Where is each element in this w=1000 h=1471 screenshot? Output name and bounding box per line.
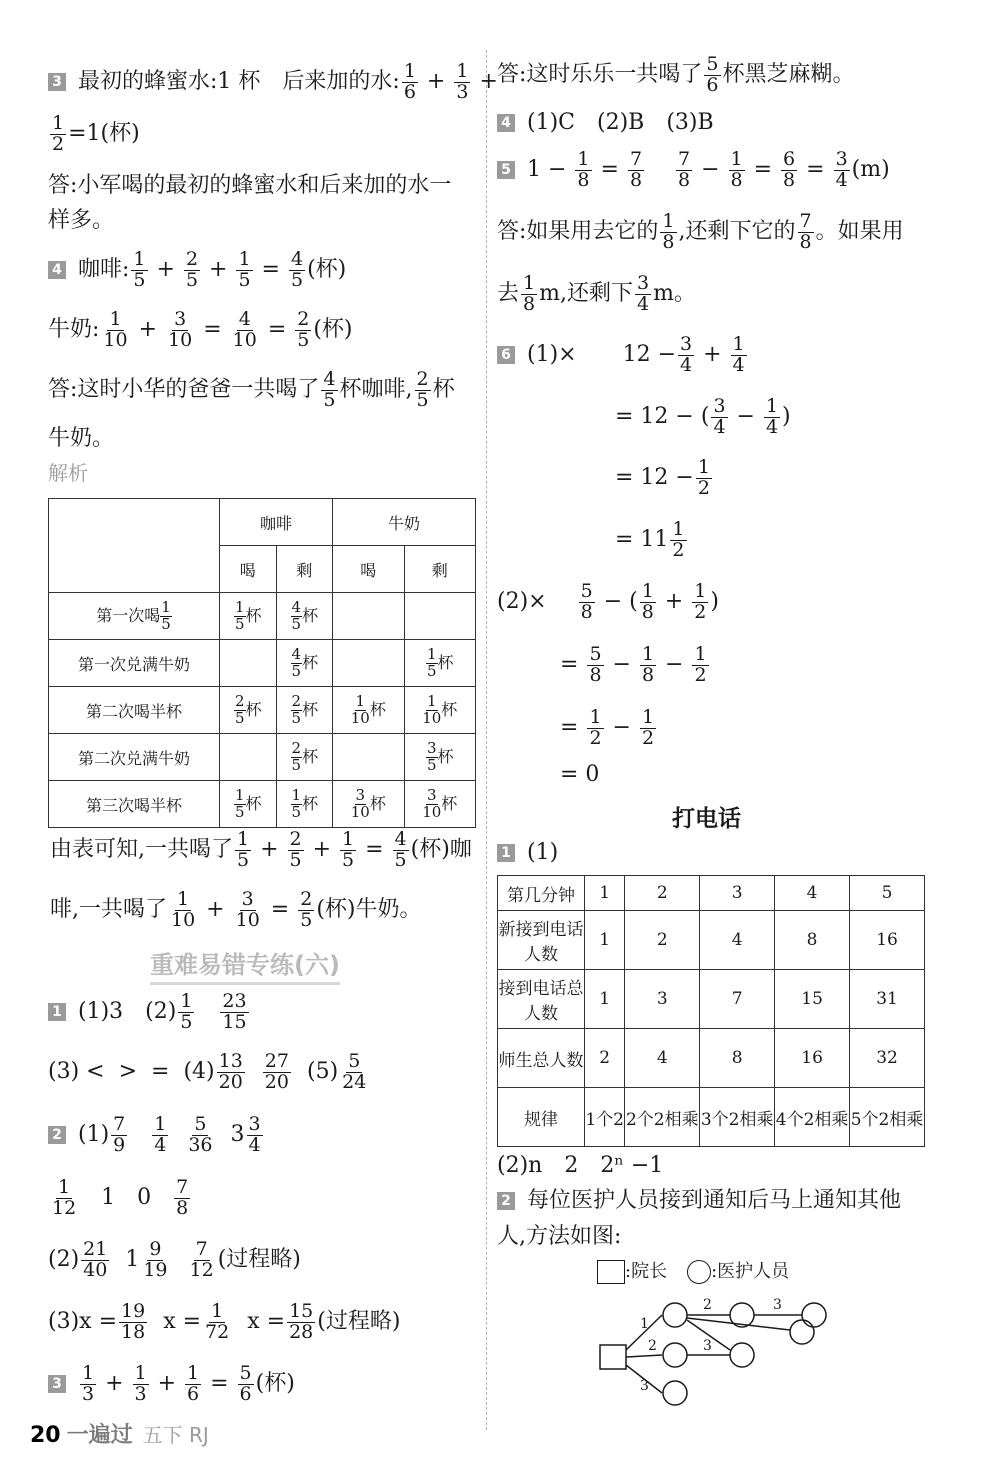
row-label: 第一次兑满牛奶 <box>49 640 220 687</box>
r-q6-rc: = 12 − <box>615 465 694 491</box>
c1-number: 1 <box>497 844 515 862</box>
column-divider <box>486 50 487 1430</box>
frac-1-3: $\frac{1}{3}$ <box>456 60 469 103</box>
c1b-line: (2)n 2 2ⁿ −1 <box>497 1153 664 1178</box>
cell: 31 <box>850 970 925 1029</box>
frac-1-6: $\frac{1}{6}$ <box>403 60 416 103</box>
staff-node <box>663 1303 687 1327</box>
right-top-answer: 答:这时乐乐一共喝了 $\frac{5}{6}$ 杯黑芝麻糊。 <box>497 53 855 96</box>
r-q5-ans-b: ,还剩下它的 <box>678 219 796 245</box>
r-q4-number: 4 <box>497 114 515 132</box>
edge-label: 1 <box>640 1316 649 1332</box>
r-q5-line: 5 1 − $\frac{1}{8}$ = $\frac{7}{8}$ $\frac{7}{8}$ − $\frac{1}{8}$ = $\frac{6}{8}$ = $\frac{3}{4}$ (m) <box>497 150 890 191</box>
table-row <box>498 1029 925 1088</box>
q3-answer: 答:小军喝的最初的蜂蜜水和后来加的水一 <box>48 173 452 198</box>
s1-part-a: (1)3 (2) <box>78 999 177 1025</box>
th-left: 剩 <box>404 546 475 593</box>
cell: 5个2相乘 <box>850 1088 925 1147</box>
unit: 杯 <box>302 699 319 719</box>
s3-result: (杯) <box>255 1371 295 1397</box>
summary-line-2: 啡,一共喝了 $\frac{1}{10}$ + $\frac{3}{10}$ = $\frac{2}{5}$ (杯)牛奶。 <box>50 888 422 931</box>
r-q6-p2: (2)× <box>497 589 547 615</box>
table-row <box>498 970 925 1029</box>
header-cell: 第几分钟 <box>498 876 585 911</box>
s2-1-b: 1 0 <box>101 1185 152 1211</box>
call-table <box>497 875 925 1147</box>
cell: 3 <box>625 970 700 1029</box>
q3-text: 最初的蜂蜜水:1 杯 后来加的水: <box>78 69 400 95</box>
r-q6-line4: = 11 $\frac{1}{2}$ <box>615 518 685 561</box>
s2-line3: (2) $\frac{21}{40}$ 1 $\frac{9}{19}$ $\frac{7}{12}$ (过程略) <box>48 1238 301 1281</box>
q4-number: 4 <box>48 261 66 279</box>
table-row: 第一次喝 $\frac{1}{5}$ $\frac{1}{5}$ 杯 $\frac{4}{5}$ 杯 <box>49 593 476 640</box>
q3-answer-2: 样多。 <box>48 208 115 233</box>
th-left: 剩 <box>276 546 333 593</box>
edge-label: 2 <box>703 1297 712 1313</box>
staff-node <box>730 1343 754 1367</box>
c2-line1 <box>497 1190 901 1212</box>
r-q6-p1: (1)× <box>527 342 577 368</box>
staff-node <box>663 1343 687 1367</box>
cell: 4 <box>625 1029 700 1088</box>
summary-d: (杯)牛奶。 <box>316 897 422 923</box>
s2-3-note: (过程略) <box>317 1309 401 1335</box>
cell: 1 <box>585 911 625 970</box>
unit: 杯 <box>369 793 386 813</box>
summary-c: 啡,一共喝了 <box>50 897 167 923</box>
coffee-label: 咖啡: <box>78 257 130 283</box>
s2-1: (1) <box>78 1122 110 1148</box>
cell: 15 <box>775 970 850 1029</box>
call-tree-diagram <box>590 1290 850 1415</box>
q3-line: 3 最初的蜂蜜水:1 杯 后来加的水: $\frac{1}{6}$ + $\frac{1}{3}$ + <box>48 62 498 103</box>
th-milk: 牛奶 <box>333 499 476 546</box>
cell: 4个2相乘 <box>775 1088 850 1147</box>
c1-label: (1) <box>527 840 559 865</box>
c2-number: 2 <box>497 1192 515 1210</box>
r-q5-ans-f: m。 <box>653 281 696 307</box>
q4-answer-d: 牛奶。 <box>48 426 115 451</box>
r-q6-line3: = 12 − $\frac{1}{2}$ <box>615 456 710 499</box>
unit: 杯 <box>245 699 262 719</box>
header-cell: 5 <box>850 876 925 911</box>
legend-staff: :医护人员 <box>711 1261 790 1282</box>
legend-principal: :院长 <box>625 1261 668 1282</box>
unit: 杯 <box>437 652 454 672</box>
frac-1-2: $\frac{1}{2}$ <box>52 112 65 155</box>
r-q4-line <box>497 112 714 134</box>
r-q5-result: (m) <box>851 157 890 183</box>
row-label: 师生总人数 <box>498 1029 585 1088</box>
cell: 4 <box>700 911 775 970</box>
th-coffee: 咖啡 <box>220 499 333 546</box>
ans-top-b: 杯黑芝麻糊。 <box>722 62 855 88</box>
cell: 32 <box>850 1029 925 1088</box>
table-row: 第二次喝半杯 $\frac{2}{5}$ 杯 $\frac{2}{5}$ 杯 $\frac{1}{10}$ 杯 $\frac{1}{10}$ 杯 <box>49 687 476 734</box>
r-q6-line6: = $\frac{5}{8}$ − $\frac{1}{8}$ − $\frac{1}{2}$ <box>560 643 707 686</box>
r-q5-number: 5 <box>497 161 515 179</box>
c2-text1: 每位医护人员接到通知后马上通知其他 <box>527 1188 902 1213</box>
unit: 杯 <box>441 699 458 719</box>
q4-answer-c: 杯 <box>432 377 455 403</box>
row-label: 新接到电话人数 <box>498 911 585 970</box>
r-q6-number: 6 <box>497 346 515 364</box>
edge-label: 3 <box>773 1297 782 1313</box>
s1-4: (4) <box>183 1059 215 1085</box>
s2-line2: $\frac{1}{12}$ 1 0 $\frac{7}{8}$ <box>52 1176 189 1219</box>
table-row: 第三次喝半杯 $\frac{1}{5}$ 杯 $\frac{1}{5}$ 杯 $\frac{3}{10}$ 杯 $\frac{3}{10}$ 杯 <box>49 781 476 828</box>
s2-number: 2 <box>48 1126 66 1144</box>
c1-line <box>497 842 558 864</box>
s2-3: (3)x = <box>48 1309 117 1335</box>
table-row <box>498 1088 925 1147</box>
row-label: 第三次喝半杯 <box>49 781 220 828</box>
cell: 2 <box>625 911 700 970</box>
cell: 3个2相乘 <box>700 1088 775 1147</box>
table-row <box>498 876 925 911</box>
milk-label: 牛奶: <box>48 317 100 343</box>
row-label: 第一次喝 <box>96 605 161 625</box>
table-row <box>498 911 925 970</box>
call-title: 打电话 <box>672 806 741 832</box>
unit: 杯 <box>302 652 319 672</box>
edge-label: 3 <box>640 1378 649 1394</box>
page-number: 20 <box>30 1423 61 1448</box>
summary-b: (杯)咖 <box>410 837 472 863</box>
q4-coffee: 4 咖啡: $\frac{1}{5}$ + $\frac{2}{5}$ + $\frac{1}{5}$ = $\frac{4}{5}$ (杯) <box>48 250 346 291</box>
c2-line2: 人,方法如图: <box>497 1224 622 1249</box>
cell: 8 <box>775 911 850 970</box>
th-drink: 喝 <box>333 546 404 593</box>
cell: 7 <box>700 970 775 1029</box>
unit: 杯 <box>437 746 454 766</box>
r-q4-text: (1)C (2)B (3)B <box>527 110 714 135</box>
q3-plus: + <box>479 69 498 95</box>
row-label: 第二次喝半杯 <box>49 687 220 734</box>
row-label: 接到电话总人数 <box>498 970 585 1029</box>
page-footer <box>30 1418 209 1449</box>
edge-label: 2 <box>648 1338 657 1354</box>
summary-line-1: 由表可知,一共喝了 $\frac{1}{5}$ + $\frac{2}{5}$ + $\frac{1}{5}$ = $\frac{4}{5}$ (杯)咖 <box>50 828 472 871</box>
coffee-result: (杯) <box>307 257 347 283</box>
analysis-label: 解析 <box>48 461 88 485</box>
unit: 杯 <box>245 605 262 625</box>
s3-line: 3 $\frac{1}{3}$ + $\frac{1}{3}$ + $\frac{1}{6}$ = $\frac{5}{6}$ (杯) <box>48 1364 295 1405</box>
s2-3-b: x = <box>163 1309 202 1335</box>
cell: 2个2相乘 <box>625 1088 700 1147</box>
square-icon <box>597 1260 625 1284</box>
r-q6-rd: = 11 <box>615 527 669 553</box>
s2-line4: (3)x = $\frac{19}{18}$ x = $\frac{1}{72}$ x = $\frac{15}{28}$ (过程略) <box>48 1300 401 1343</box>
th-drink: 喝 <box>220 546 277 593</box>
s2-3-c: x = <box>247 1309 286 1335</box>
cell: 16 <box>850 911 925 970</box>
r-q5-ans-c: 。如果用 <box>815 219 904 245</box>
table-row: 第一次兑满牛奶 $\frac{4}{5}$ 杯 $\frac{1}{5}$ 杯 <box>49 640 476 687</box>
r-q5-ans-d: 去 <box>497 281 520 307</box>
row-label: 第二次兑满牛奶 <box>49 734 220 781</box>
s2-line1: 2 (1) $\frac{7}{9}$ $\frac{1}{4}$ $\frac{5}{36}$ 3 $\frac{3}{4}$ <box>48 1115 265 1156</box>
s1-5: (5) <box>306 1059 339 1085</box>
r-q5-ans-e: m,还剩下 <box>539 281 633 307</box>
unit: 杯 <box>441 793 458 813</box>
r-q6-line1: 6 (1)× 12 − $\frac{3}{4}$ + $\frac{1}{4}$ <box>497 335 749 376</box>
circle-icon <box>687 1260 711 1284</box>
cell: 8 <box>700 1029 775 1088</box>
staff-node <box>802 1303 826 1327</box>
r-q6-zero: = 0 <box>560 762 600 787</box>
brand: 一遍过 <box>66 1423 133 1448</box>
header-cell: 3 <box>700 876 775 911</box>
q3-line2 <box>48 114 140 155</box>
unit: 杯 <box>245 793 262 813</box>
r-q6-line2: = 12 − ( $\frac{3}{4}$ − $\frac{1}{4}$ ) <box>615 395 791 438</box>
s2-2: (2) <box>48 1247 80 1273</box>
r-q6-line5: (2)× $\frac{5}{8}$ − ( $\frac{1}{8}$ + $\frac{1}{2}$ ) <box>497 580 719 623</box>
cell: 1 <box>585 970 625 1029</box>
edge-label: 3 <box>703 1338 712 1354</box>
s1-line1: 1 (1)3 (2) $\frac{1}{5}$ $\frac{23}{15}$ <box>48 992 251 1033</box>
ans-top-a: 答:这时乐乐一共喝了 <box>497 62 703 88</box>
q3-result: =1(杯) <box>68 121 140 147</box>
header-cell: 2 <box>625 876 700 911</box>
s1-line2: (3) < > = (4) $\frac{13}{20}$ $\frac{27}{20}$ (5) $\frac{5}{24}$ <box>48 1050 367 1093</box>
grade-label: 五下 RJ <box>142 1423 209 1447</box>
staff-node <box>663 1381 687 1405</box>
milk-result: (杯) <box>313 317 353 343</box>
header-cell: 1 <box>585 876 625 911</box>
q3-number: 3 <box>48 73 66 91</box>
row-label: 规律 <box>498 1088 585 1147</box>
cell: 16 <box>775 1029 850 1088</box>
unit: 杯 <box>302 605 319 625</box>
r-q6-ra: 12 − <box>622 342 677 368</box>
analysis-table <box>48 498 476 828</box>
summary-a: 由表可知,一共喝了 <box>50 837 233 863</box>
r-q5-ans-a: 答:如果用去它的 <box>497 219 659 245</box>
q4-answer-b: 杯咖啡, <box>339 377 413 403</box>
s1-3: (3) <box>48 1059 80 1085</box>
principal-node <box>600 1345 626 1369</box>
table-row: 第二次兑满牛奶 $\frac{2}{5}$ 杯 $\frac{3}{5}$ 杯 <box>49 734 476 781</box>
s3-number: 3 <box>48 1375 66 1393</box>
s1-number: 1 <box>48 1003 66 1021</box>
unit: 杯 <box>369 699 386 719</box>
legend <box>597 1260 789 1284</box>
r-q5-answer: 答:如果用去它的 $\frac{1}{8}$ ,还剩下它的 $\frac{7}{8}$ 。如果用 <box>497 210 904 253</box>
header-cell: 4 <box>775 876 850 911</box>
s2-2-note: (过程略) <box>217 1247 301 1273</box>
unit: 杯 <box>302 793 319 813</box>
staff-node <box>790 1320 814 1344</box>
unit: 杯 <box>302 746 319 766</box>
q4-answer: 答:这时小华的爸爸一共喝了 $\frac{4}{5}$ 杯咖啡, $\frac{2}{5}$ 杯 <box>48 368 455 411</box>
q4-milk: 牛奶: $\frac{1}{10}$ + $\frac{3}{10}$ = $\frac{4}{10}$ = $\frac{2}{5}$ (杯) <box>48 308 353 351</box>
q4-answer-a: 答:这时小华的爸爸一共喝了 <box>48 377 320 403</box>
r-q5-answer-2: 去 $\frac{1}{8}$ m,还剩下 $\frac{3}{4}$ m。 <box>497 272 696 315</box>
cell: 2 <box>585 1029 625 1088</box>
section-title: 重难易错专练(六) <box>150 945 340 985</box>
r-q6-line7: = $\frac{1}{2}$ − $\frac{1}{2}$ <box>560 706 655 749</box>
cell: 1个2 <box>585 1088 625 1147</box>
r-q6-rb: = 12 − ( <box>615 404 710 430</box>
